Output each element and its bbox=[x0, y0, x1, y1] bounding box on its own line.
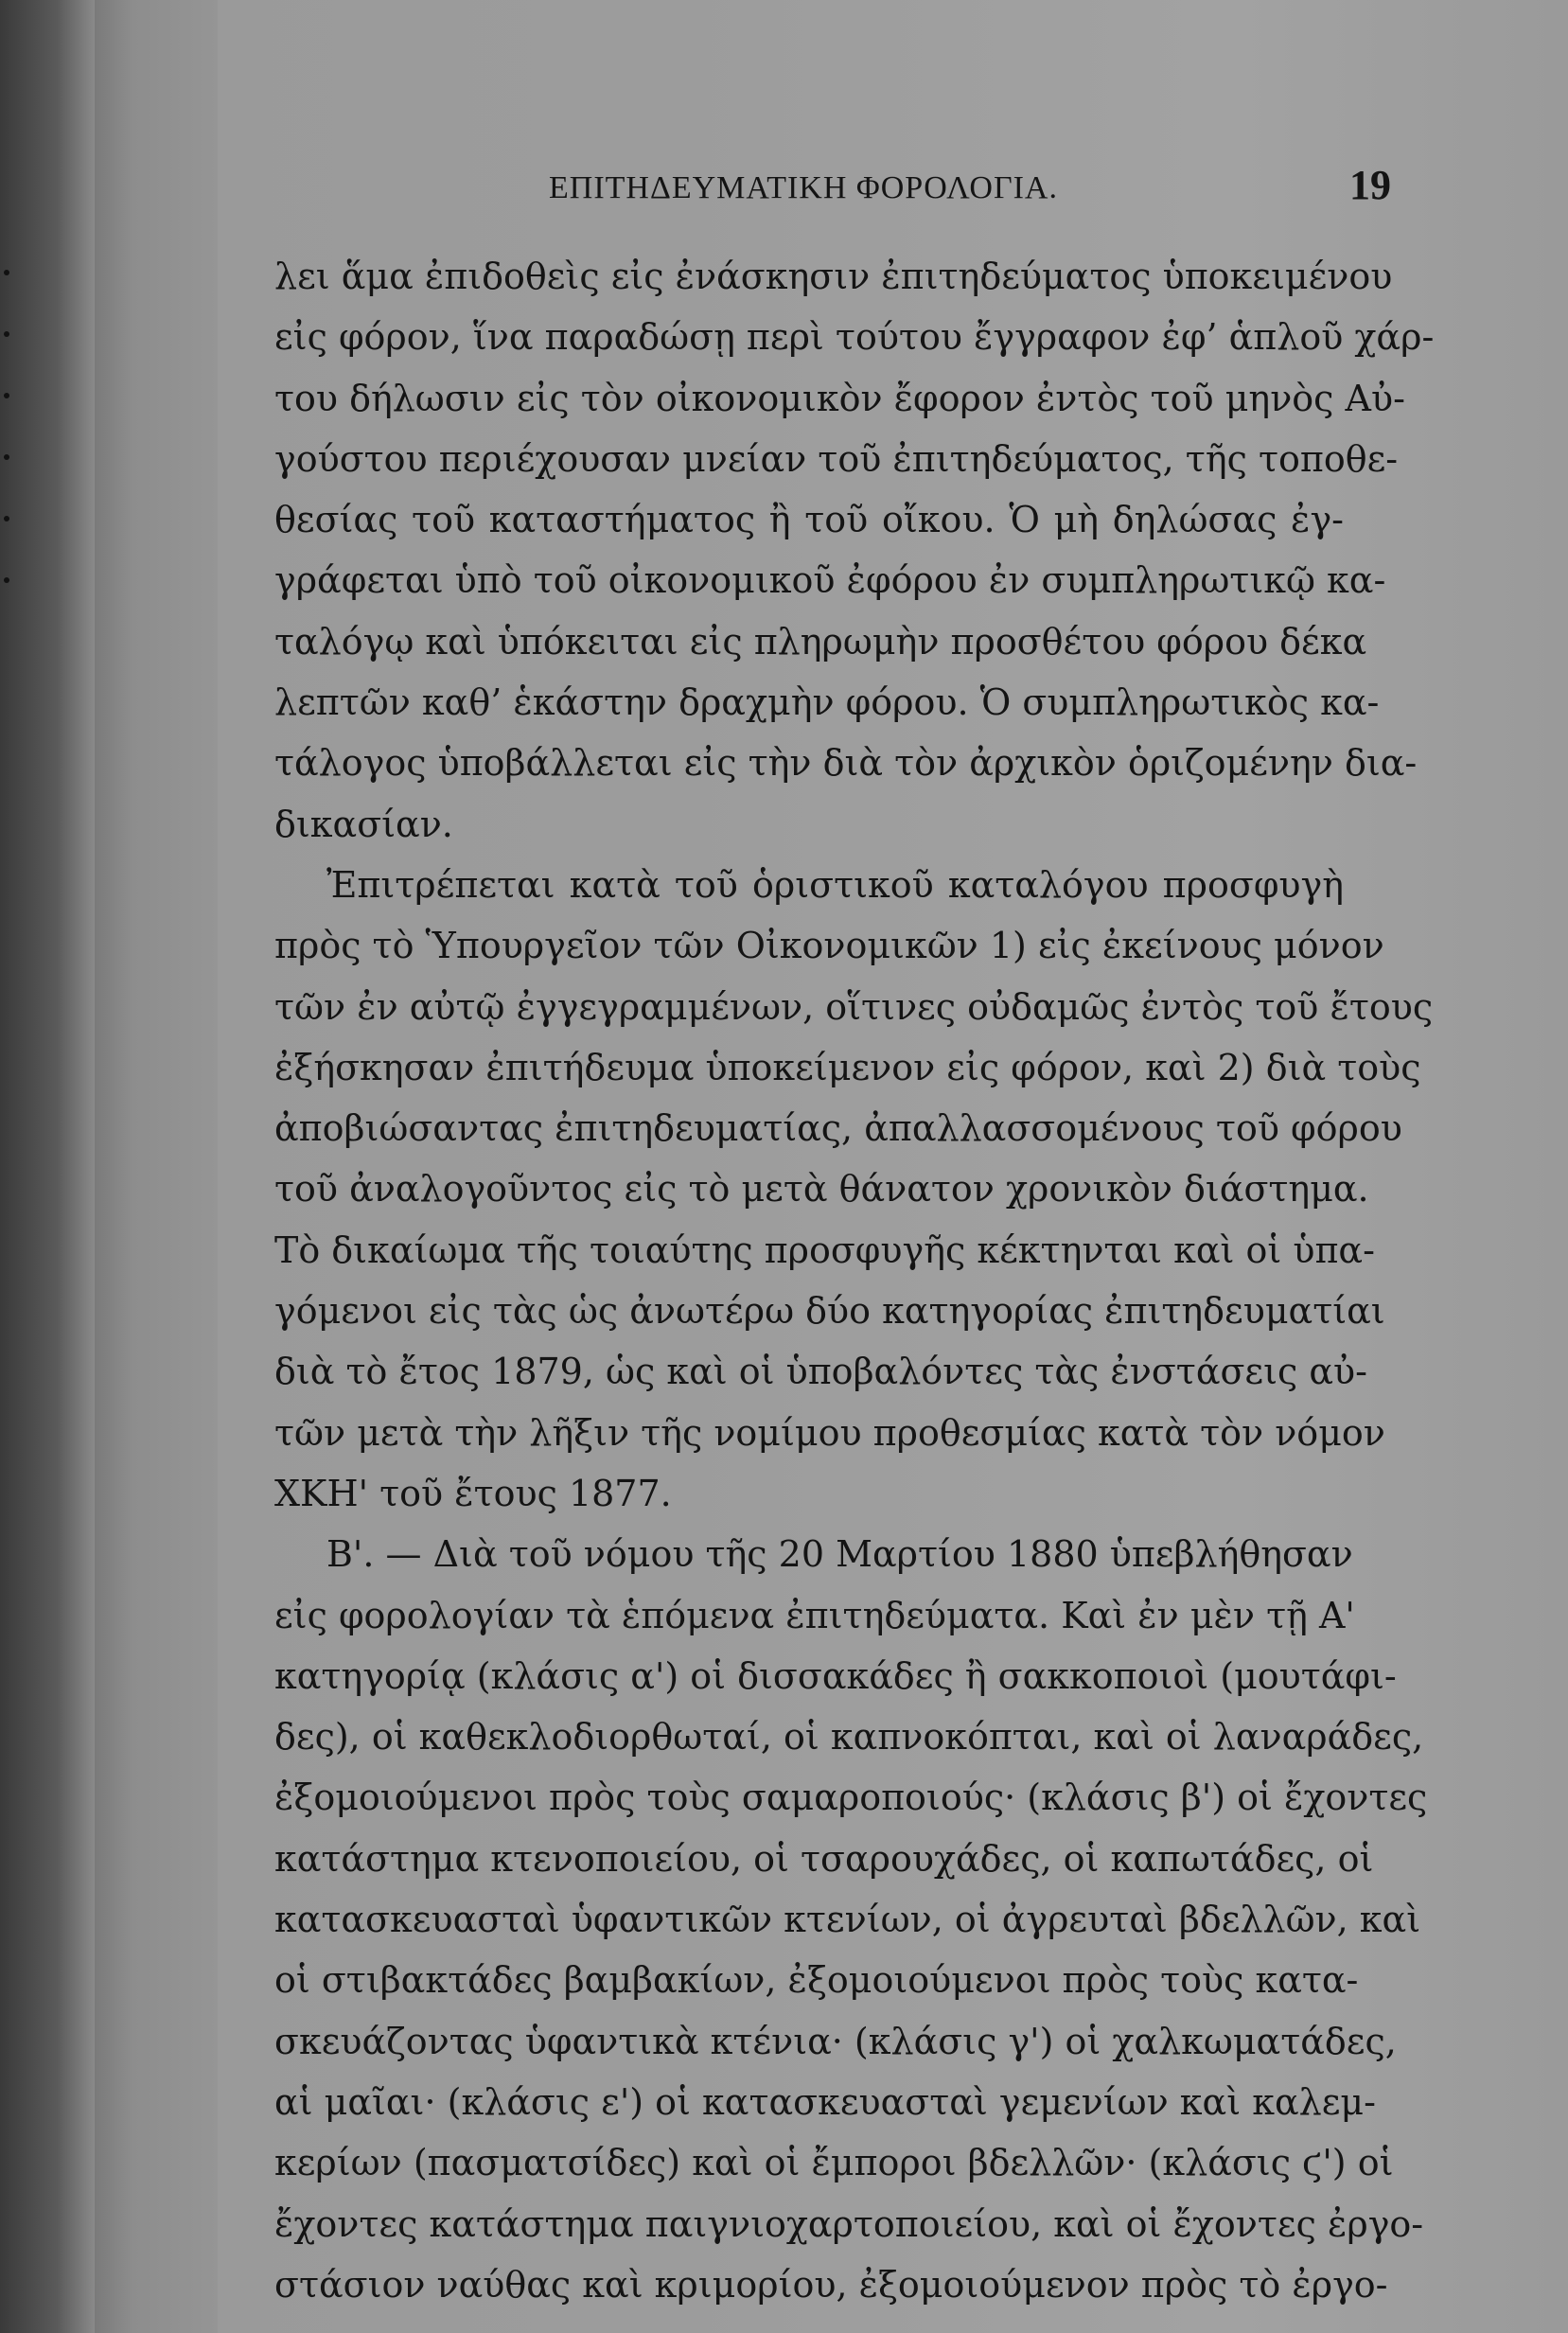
page-header bbox=[274, 133, 1391, 208]
text-line: Β'. — Διὰ τοῦ νόμου τῆς 20 Μαρτίου 1880 ὑπεβλήθησαν bbox=[326, 1533, 1353, 1576]
text-line: κατασκευασταὶ ὑφαντικῶν κτενίων, οἱ ἀγρευταὶ βδελλῶν, καὶ bbox=[274, 1899, 1421, 1941]
text-line: ταλόγῳ καὶ ὑπόκειται εἰς πληρωμὴν προσθέτου φόρου δέκα bbox=[274, 620, 1367, 663]
text-line: ἔχοντες κατάστημα παιγνιοχαρτοποιείου, καὶ οἱ ἔχοντες ἐργο- bbox=[274, 2202, 1424, 2245]
text-line: κερίων (πασματσίδες) καὶ οἱ ἔμποροι βδελλῶν· (κλάσις ϛ') οἱ bbox=[274, 2142, 1394, 2184]
book-spine-shadow bbox=[95, 0, 218, 2333]
text-line: Τὸ δικαίωμα τῆς τοιαύτης προσφυγῆς κέκτηνται καὶ οἱ ὑπα- bbox=[274, 1228, 1375, 1271]
text-line: γόμενοι εἰς τὰς ὡς ἀνωτέρω δύο κατηγορίας ἐπιτηδευματίαι bbox=[274, 1290, 1385, 1333]
text-line: τῶν ἐν αὐτῷ ἐγγεγραμμένων, οἵτινες οὐδαμῶς ἐντὸς τοῦ ἔτους bbox=[274, 985, 1434, 1028]
text-line: λει ἅμα ἐπιδοθεὶς εἰς ἐνάσκησιν ἐπιτηδεύματος ὑποκειμένου bbox=[274, 256, 1393, 297]
text-line: αἱ μαῖαι· (κλάσις ε') οἱ κατασκευασταὶ γεμενίων καὶ καλεμ- bbox=[274, 2080, 1376, 2123]
running-head: ΕΠΙΤΗΔΕΥΜΑΤΙΚΗ ΦΟΡΟΛΟΓΙΑ. bbox=[549, 170, 1058, 205]
text-line: θεσίας τοῦ καταστήματος ἢ τοῦ οἴκου. Ὁ μὴ δηλώσας ἐγ- bbox=[274, 499, 1344, 541]
body-text bbox=[274, 246, 1435, 2315]
text-line: πρὸς τὸ Ὑπουργεῖον τῶν Οἰκονομικῶν 1) εἰς ἐκείνους μόνον bbox=[274, 925, 1384, 967]
text-line: ἀποβιώσαντας ἐπιτηδευματίας, ἀπαλλασσομένους τοῦ φόρου bbox=[274, 1107, 1402, 1150]
text-line: τῶν μετὰ τὴν λῆξιν τῆς νομίμου προθεσμίας κατὰ τὸν νόμον bbox=[274, 1411, 1385, 1454]
text-line: σκευάζοντας ὑφαντικὰ κτένια· (κλάσις γ') οἱ χαλκωματάδες, bbox=[274, 2020, 1397, 2062]
text-line: Ἐπιτρέπεται κατὰ τοῦ ὁριστικοῦ καταλόγου προσφυγὴ bbox=[326, 863, 1344, 906]
text-line: λεπτῶν καθ’ ἑκάστην δραχμὴν φόρου. Ὁ συμπληρωτικὸς κα- bbox=[274, 681, 1380, 724]
text-line: κατηγορίᾳ (κλάσις α') οἱ δισσακάδες ἢ σακκοποιοὶ (μουτάφι- bbox=[274, 1654, 1397, 1697]
text-line: ΧΚΗ' τοῦ ἔτους 1877. bbox=[274, 1472, 672, 1514]
text-line: κατάστημα κτενοποιείου, οἱ τσαρουχάδες, οἱ καπωτάδες, οἱ bbox=[274, 1837, 1374, 1880]
page-number: 19 bbox=[1349, 162, 1391, 208]
text-line: γράφεται ὑπὸ τοῦ οἰκονομικοῦ ἐφόρου ἐν συμπληρωτικῷ κα- bbox=[274, 559, 1386, 602]
book-page bbox=[274, 133, 1435, 2306]
text-line: εἰς φόρον, ἵνα παραδώσῃ περὶ τούτου ἔγγραφον ἐφ’ ἁπλοῦ χάρ- bbox=[274, 316, 1435, 359]
text-line: ἐξήσκησαν ἐπιτήδευμα ὑποκείμενον εἰς φόρον, καὶ 2) διὰ τοὺς bbox=[274, 1046, 1421, 1088]
text-line: δικασίαν. bbox=[274, 803, 453, 845]
left-edge-marks bbox=[0, 0, 28, 2333]
text-line: του δήλωσιν εἰς τὸν οἰκονομικὸν ἔφορον ἐντὸς τοῦ μηνὸς Αὐ- bbox=[274, 377, 1405, 419]
text-line: διὰ τὸ ἔτος 1879, ὡς καὶ οἱ ὑποβαλόντες τὰς ἐνστάσεις αὐ- bbox=[274, 1351, 1367, 1393]
text-line: δες), οἱ καθεκλοδιορθωταί, οἱ καπνοκόπται, καὶ οἱ λαναράδες, bbox=[274, 1716, 1424, 1759]
text-line: οἱ στιβακτάδες βαμβακίων, ἐξομοιούμενοι πρὸς τοὺς κατα- bbox=[274, 1959, 1359, 2002]
text-line: τοῦ ἀναλογοῦντος εἰς τὸ μετὰ θάνατον χρονικὸν διάστημα. bbox=[274, 1168, 1369, 1211]
text-line: εἰς φορολογίαν τὰ ἑπόμενα ἐπιτηδεύματα. Καὶ ἐν μὲν τῇ Α' bbox=[274, 1594, 1355, 1636]
text-line: ἐξομοιούμενοι πρὸς τοὺς σαμαροποιούς· (κλάσις β') οἱ ἔχοντες bbox=[274, 1776, 1428, 1819]
text-line: στάσιον ναύθας καὶ κριμορίου, ἐξομοιούμενον πρὸς τὸ ἐργο- bbox=[274, 2263, 1388, 2306]
text-line: γούστου περιέχουσαν μνείαν τοῦ ἐπιτηδεύματος, τῆς τοποθε- bbox=[274, 437, 1399, 480]
text-line: τάλογος ὑποβάλλεται εἰς τὴν διὰ τὸν ἀρχικὸν ὁριζομένην δια- bbox=[274, 742, 1418, 785]
